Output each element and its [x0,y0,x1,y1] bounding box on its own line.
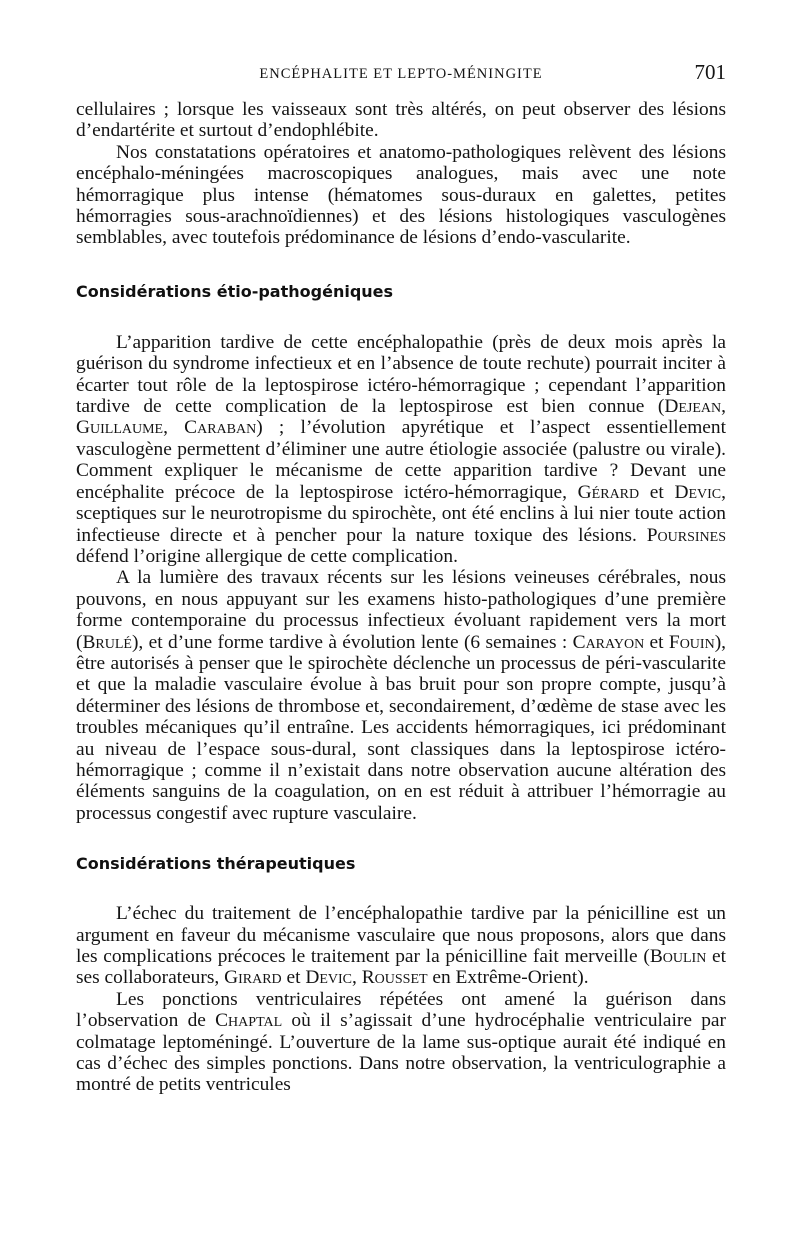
author-name: Boulin [649,946,707,967]
author-name: Fouin [668,631,715,653]
running-head [76,60,726,90]
author-name: Poursines [646,524,726,546]
paragraph-constatations: Nos constatations opératoires et anatomo-pathologiques relèvent des lésions encéphalo-méningées macroscopiques analogues, mais avec une note hémorragique plus intense (hématomes sous-duraux en galettes, petites hémorragies sous-arachnoïdiennes) et des lésions histologiques vasculogènes semblables, avec toutefois prédominance de lésions d’endo-vascularite. [76,141,726,249]
section-heading-therapeutiques: Considérations thérapeutiques [76,854,356,874]
running-title: ENCÉPHALITE ET LEPTO-MÉNINGITE [259,66,543,82]
author-name: Devic [305,967,353,989]
author-name: Gérard [577,481,640,503]
paragraph-ponctions: Les ponctions ventriculaires répétées ont amené la guérison dans l’observation de Chaptal où il s’agissait d’une hydrocéphalie ventriculaire par colmatage leptoméningé. L’ouverture de la lame sus-optique aurait été indiqué en cas d’échec des simples ponctions. Dans notre observation, la ventriculographie a montré de petits ventricules [76,988,726,1096]
author-name: Carayon [572,631,645,653]
author-name: Rousset [361,967,428,989]
author-name: Caraban [184,417,257,439]
section-heading-etio-pathogeniques: Considérations étio-pathogéniques [76,281,394,301]
author-name: Guillaume [76,417,164,439]
author-name: Girard [224,967,282,989]
paragraph-travaux-recents: A la lumière des travaux récents sur les lésions veineuses cérébrales, nous pouvons, en nous appuyant sur les examens histo-pathologiques d’une première forme contemporaine du processus infectieux évoluant rapidement vers la mort (Brulé), et d’une forme tardive à évolution lente (6 semaines : Carayon et Fouin), être autorisés à penser que le spirochète déclenche un processus de péri-vascularite et que la maladie vasculaire évolue à bas bruit pour son propre compte, jusqu’à déterminer des lésions de thrombose et, secondairement, d’œdème de stase avec les troubles mécaniques qu’il entraîne. Les accidents hémorragiques, ici prédominant au niveau de l’espace sous-dural, sont classiques dans la leptospirose ictéro-hémorragique ; comme il n’existait dans notre observation aucune altération des éléments sanguins de la coagulation, on en est réduit à attribuer l’hémorragie au processus congestif avec rupture vasculaire. [76,567,726,824]
paragraph-echec-traitement: L’échec du traitement de l’encéphalopathie tardive par la pénicilline est un argument en faveur du mécanisme vasculaire que nous proposons, alors que dans les complications précoces le traitement par la pénicilline fait merveille (Boulin et ses collaborateurs, Girard et Devic, Rousset en Extrême-Orient). [76,903,727,989]
author-name: Brulé [82,631,132,653]
author-name: Dejean [664,396,722,418]
author-name: Chaptal [215,1010,283,1032]
paragraph-apparition-tardive: L’apparition tardive de cette encéphalopathie (près de deux mois après la guérison du syndrome infectieux et en l’absence de toute rechute) pourrait inciter à écarter tout rôle de la leptospirose ictéro-hémorragique ; cependant l’apparition tardive de cette complication de la leptospirose est bien connue (Dejean, Guillaume, Caraban) ; l’évolution apyrétique et l’aspect essentiellement vasculogène permettent d’éliminer une autre étiologie associée (palustre ou virale). Comment expliquer le mécanisme de cette apparition tardive ? Devant une encéphalite précoce de la leptospirose ictéro-hémorragique, Gérard et Devic, sceptiques sur le neurotropisme du spirochète, ont été enclins à lui nier toute action infectieuse directe et à pencher pour la nature toxique des lésions. Poursines défend l’origine allergique de cette complication. [76,331,726,567]
author-name: Devic [674,481,722,503]
page-number: 701 [694,60,726,84]
paragraph-continuation: cellulaires ; lorsque les vaisseaux sont très altérés, on peut observer des lésions d’endartérite et surtout d’endophlébite. [76,99,726,142]
body-text [76,99,726,1096]
